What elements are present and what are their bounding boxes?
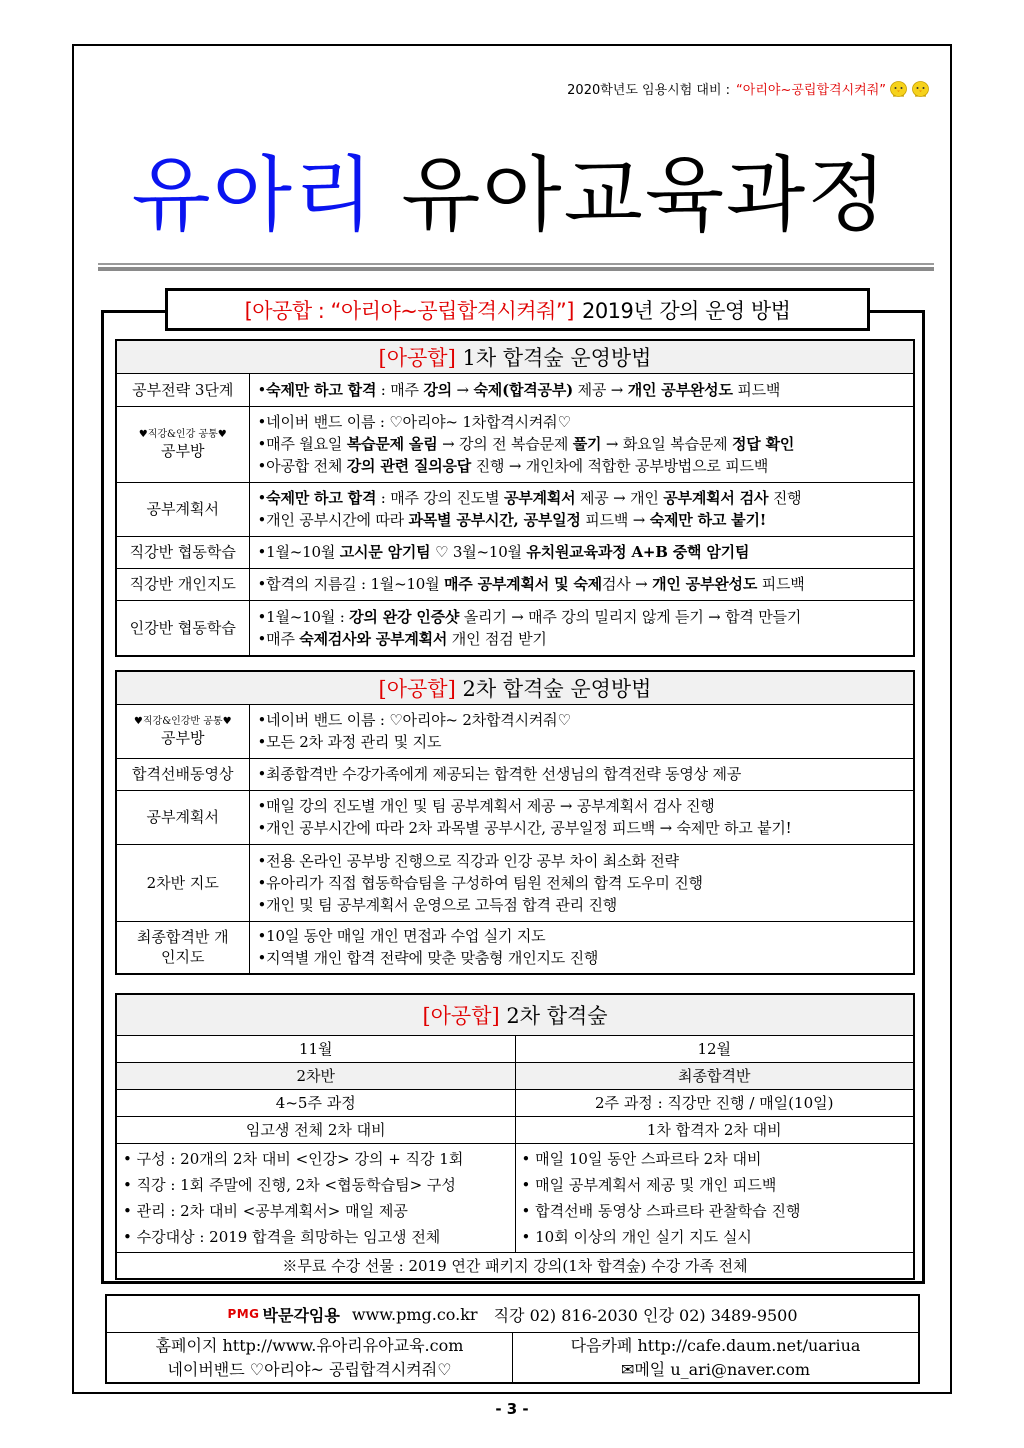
duration-row [116,1089,914,1116]
row-content [249,536,914,568]
header-tag: [아공합] [378,676,456,701]
header-tag: [아공합] [422,1003,500,1028]
table-row [116,921,914,974]
content-line: •1월~10월 : 강의 완강 인증샷 올리기 → 매주 강의 밀리지 않게 듣기 → 합격 만들기 [257,607,802,626]
duration-cell: 4~5주 과정 [116,1089,515,1116]
row-content [249,758,914,790]
duration-cell: 2주 과정 : 직강만 진행 / 매일(10일) [515,1089,914,1116]
second-round-table [115,670,915,975]
class-row [116,1062,914,1089]
content-line: •개인 공부시간에 따라 과목별 공부시간, 공부일정 피드백 → 숙제만 하고 붙기! [257,511,767,529]
content-line: •매주 숙제검사와 공부계획서 개인 점검 받기 [257,629,547,648]
section-title-text: 2019년 강의 운영 방법 [581,298,791,323]
website-link[interactable]: www.pmg.co.kr [351,1304,478,1324]
target-cell: 임고생 전체 2차 대비 [116,1116,515,1143]
pmg-logo-icon: PMG [227,1307,260,1321]
row-label: ♥직강&인강반 공통♥ 공부방 [116,704,249,758]
table-row [116,536,914,568]
content-line: •합격의 지름길 : 1월~10월 매주 공부계획서 및 숙제검사 → 개인 공부완성도 피드백 [257,575,805,593]
header-title: 2차 합격숲 운영방법 [462,676,652,701]
title-divider [98,263,934,265]
row-label: 직강반 협동학습 [116,536,249,568]
class-cell: 2차반 [116,1062,515,1089]
content-line: •개인 및 팀 공부계획서 운영으로 고득점 합격 관리 진행 [257,895,618,914]
row-content [249,406,914,482]
email-link[interactable]: ✉메일 u_ari@naver.com [620,1359,811,1379]
content-line: •네이버 밴드 이름 : ♡아리야~ 1차합격시켜줘♡ [257,413,571,431]
table-row [116,844,914,921]
row-label: 공부계획서 [116,790,249,844]
row-content [249,790,914,844]
month-cell: 11월 [116,1035,515,1062]
content-line: •10일 동안 매일 개인 면접과 수업 실기 지도 [257,927,546,946]
table-row [116,406,914,482]
detail-item: • 합격선배 동영상 스파르타 관찰학습 진행 [521,1201,801,1220]
content-line: •전용 온라인 공부방 진행으로 직강과 인강 공부 차이 최소화 전략 [257,851,679,870]
detail-item: • 매일 공부계획서 제공 및 개인 피드백 [521,1175,777,1194]
chick-icon [911,78,930,98]
content-line: •매주 월요일 복습문제 올림 → 강의 전 복습문제 풀기 → 화요일 복습문제 정답 확인 [257,435,795,453]
chick-icon [889,78,908,98]
table-row [116,373,914,406]
content-line: •1월~10월 고시문 암기팀 ♡ 3월~10월 유치원교육과정 A+B 중핵 암기팀 [257,543,750,561]
row-content [249,373,914,406]
detail-item: • 매일 10일 동안 스파르타 2차 대비 [521,1149,762,1168]
slogan: “아리야~공립합격시켜줘” [736,82,886,98]
details-cell [515,1143,914,1252]
contact-box [105,1294,920,1384]
row-label: 공부전략 3단계 [116,373,249,406]
content-line: •아공합 전체 강의 관련 질의응답 진행 → 개인차에 적합한 공부방법으로 피드백 [257,457,769,475]
month-row [116,1035,914,1062]
row-label: 2차반 지도 [116,844,249,921]
target-cell: 1차 합격자 2차 대비 [515,1116,914,1143]
exam-label: 2020학년도 임용시험 대비 : [567,82,731,98]
subject-name: 유아교육과정 [401,147,889,243]
content-line: •숙제만 하고 합격 : 매주 강의 → 숙제(합격공부) 제공 → 개인 공부완성도 피드백 [257,380,781,399]
page-title [131,128,889,248]
homepage-link[interactable]: 홈페이지 http://www.유아리유아교육.com [155,1335,464,1355]
content-line: •네이버 밴드 이름 : ♡아리야~ 2차합격시켜줘♡ [257,711,571,729]
class-cell: 최종합격반 [515,1062,914,1089]
content-line: •개인 공부시간에 따라 2차 과목별 공부시간, 공부일정 피드백 → 숙제만 하고 붙기! [257,819,792,837]
header-title: 2차 합격숲 [506,1003,608,1028]
row-content [249,704,914,758]
row-content [249,568,914,600]
month-cell: 12월 [515,1035,914,1062]
detail-item: • 10회 이상의 개인 실기 지도 실시 [521,1227,752,1246]
row-content [249,482,914,536]
row-label: ♥직강&인강 공통♥ 공부방 [116,406,249,482]
table-header [116,671,914,704]
table-header [116,340,914,373]
table-row [116,758,914,790]
header-title: 1차 합격숲 운영방법 [462,345,652,370]
table-row [116,568,914,600]
detail-item: • 수강대상 : 2019 합격을 희망하는 임고생 전체 [123,1227,441,1246]
detail-item: • 구성 : 20개의 2차 대비 <인강> 강의 + 직강 1회 [123,1149,464,1168]
table-row [116,482,914,536]
details-row [116,1143,914,1252]
content-line: •숙제만 하고 합격 : 매주 강의 진도별 공부계획서 제공 → 개인 공부계획서 검사 진행 [257,489,802,507]
content-line: •유아리가 직접 협동학습팀을 구성하여 팀원 전체의 합격 도우미 진행 [257,873,703,892]
section-title [165,288,870,331]
row-label: 최종합격반 개인지도 [116,921,249,974]
row-content [249,600,914,656]
content-line: •최종합격반 수강가족에게 제공되는 합격한 선생님의 합격전략 동영상 제공 [257,765,742,783]
row-content [249,844,914,921]
contact-left [107,1333,513,1382]
gift-note: ※무료 수강 선물 : 2019 연간 패키지 강의(1차 합격숲) 수강 가족 전체 [116,1252,914,1279]
contact-right [513,1333,918,1382]
content-line: •모든 2차 과정 관리 및 지도 [257,733,442,751]
top-header [420,74,930,102]
header-tag: [아공합] [378,345,456,370]
second-round-forest-table [115,993,915,1280]
daum-cafe-link[interactable]: 다음카페 http://cafe.daum.net/uariua [570,1335,861,1355]
row-label: 인강반 협동학습 [116,600,249,656]
page-number: - 3 - [495,1400,529,1418]
row-content [249,921,914,974]
title-divider [98,267,934,271]
table-header [116,994,914,1035]
content-line: •지역별 개인 합격 전략에 맞춘 맞춤형 개인지도 진행 [257,949,599,968]
details-cell [116,1143,515,1252]
detail-item: • 관리 : 2차 대비 <공부계획서> 매일 제공 [123,1201,408,1220]
table-row [116,790,914,844]
brand-name: 유아리 [131,147,376,243]
row-label: 직강반 개인지도 [116,568,249,600]
naver-band-link[interactable]: 네이버밴드 ♡아리야~ 공립합격시켜줘♡ [167,1359,452,1379]
section-title-tag: [아공합 : “아리야~공립합격시켜줘”] [244,298,574,323]
row-label: 공부계획서 [116,482,249,536]
contact-header [107,1296,918,1333]
detail-item: • 직강 : 1회 주말에 진행, 2차 <협동학습팀> 구성 [123,1175,456,1194]
first-round-table [115,339,915,657]
table-row [116,704,914,758]
table-row [116,600,914,656]
company-name: 박문각임용 [262,1305,340,1325]
content-line: •매일 강의 진도별 개인 및 팀 공부계획서 제공 → 공부계획서 검사 진행 [257,797,715,815]
row-label: 합격선배동영상 [116,758,249,790]
phone-numbers: 직강 02) 816-2030 인강 02) 3489-9500 [493,1305,798,1325]
target-row [116,1116,914,1143]
